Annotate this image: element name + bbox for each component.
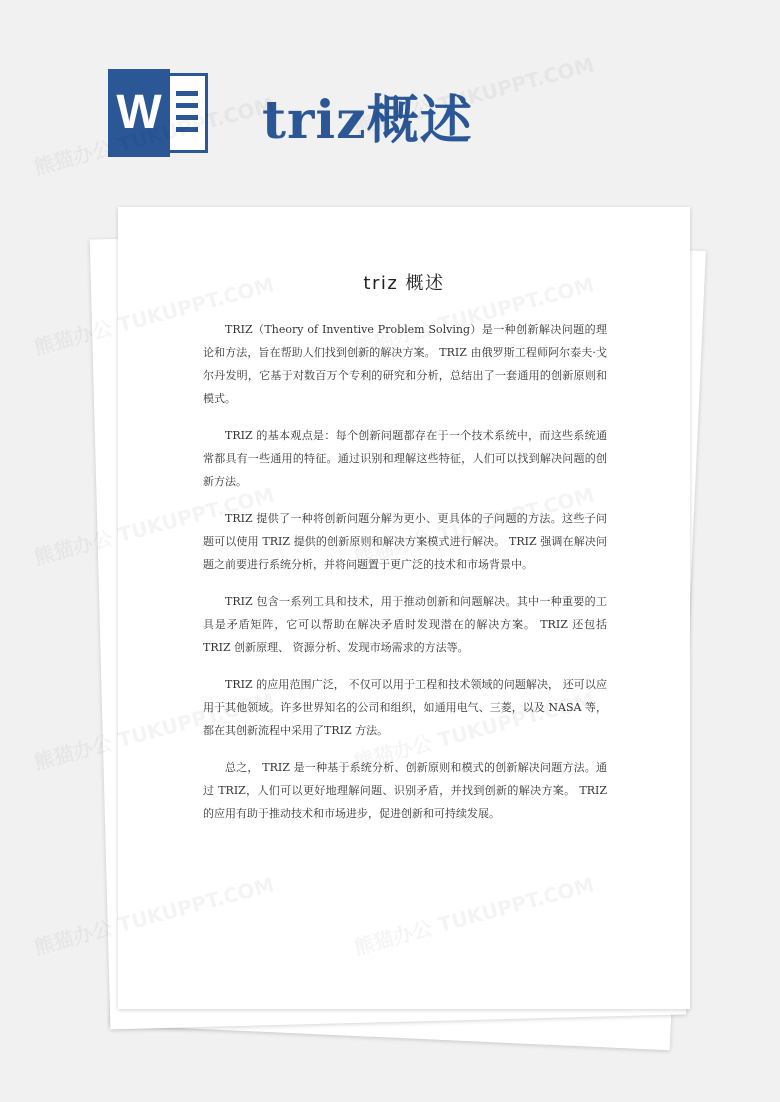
header-title: triz概述	[262, 90, 473, 151]
word-doc-icon	[108, 69, 208, 157]
paragraph: TRIZ 的应用范围广泛， 不仅可以用于工程和技术领域的问题解决， 还可以应用于其他领域。许多世界知名的公司和组织，如通用电气、三菱，以及 NASA 等，都在其创新流程中采用了TRIZ 方法。	[203, 678, 607, 737]
document-body	[203, 318, 607, 839]
paragraph: 总之， TRIZ 是一种基于系统分析、创新原则和模式的创新解决问题方法。通过 TRIZ，人们可以更好地理解问题、识别矛盾，并找到创新的解决方案。 TRIZ 的应用有助于推动技术和市场进步，促进创新和可持续发展。	[203, 761, 607, 820]
paragraph: TRIZ 的基本观点是：每个创新问题都存在于一个技术系统中，而这些系统通常都具有一些通用的特征。通过识别和理解这些特征，人们可以找到解决问题的创新方法。	[203, 429, 607, 488]
word-logo-letter: W	[108, 69, 170, 157]
word-doc-line	[176, 103, 198, 108]
word-doc-line	[176, 127, 198, 132]
paragraph: TRIZ 提供了一种将创新问题分解为更小、更具体的子问题的方法。这些子问题可以使用 TRIZ 提供的创新原则和解决方案模式进行解决。 TRIZ 强调在解决问题之前要进行系统分析，并将问题置于更广泛的技术和市场背景中。	[203, 512, 607, 571]
paragraph: TRIZ 包含一系列工具和技术，用于推动创新和问题解决。其中一种重要的工具是矛盾矩阵，它可以帮助在解决矛盾时发现潜在的解决方案。 TRIZ 还包括 TRIZ 创新原理、 资源分析、发现市场需求的方法等。	[203, 595, 607, 654]
word-doc-line	[176, 115, 198, 120]
document-page	[118, 207, 690, 1009]
word-doc-line	[176, 91, 198, 96]
document-title: triz 概述	[363, 273, 445, 294]
paragraph: TRIZ（Theory of Inventive Problem Solving）是一种创新解决问题的理论和方法，旨在帮助人们找到创新的解决方案。 TRIZ 由俄罗斯工程师阿尔泰夫·戈尔丹发明，它基于对数百万个专利的研究和分析，总结出了一套通用的创新原则和模式。	[203, 323, 607, 405]
